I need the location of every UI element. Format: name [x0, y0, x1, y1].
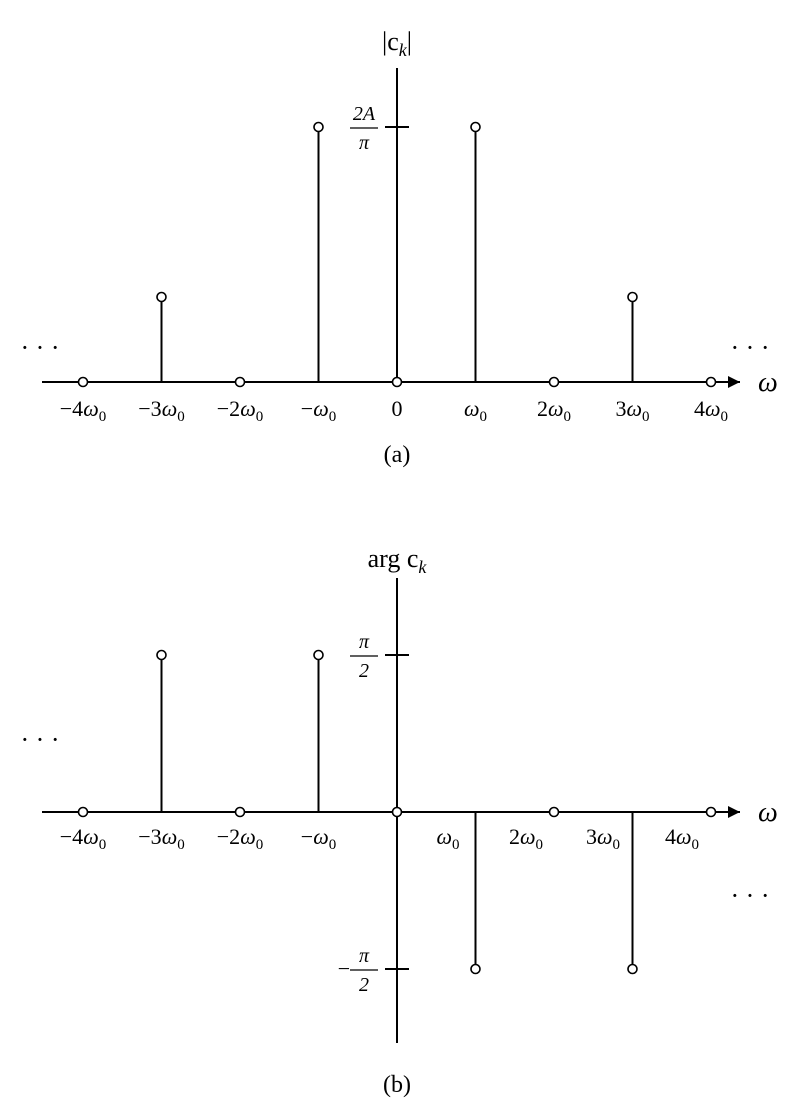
stem-marker: [236, 808, 245, 817]
x-axis-arrowhead: [728, 806, 740, 818]
stem-marker: [314, 123, 323, 132]
stem-marker: [157, 651, 166, 660]
y-axis-label: [368, 544, 428, 577]
x-tick-label: $4\omega_0$: [693, 396, 729, 425]
x-axis-label: ω: [758, 367, 778, 398]
panel-label: (a): [383, 442, 411, 468]
y-axis-label-main: arg c: [367, 544, 419, 573]
stem-marker: [550, 808, 559, 817]
stem-marker: [314, 651, 323, 660]
stem-marker: [550, 378, 559, 387]
ellipsis-left: · · ·: [20, 333, 60, 362]
stem-marker: [628, 965, 637, 974]
y-tick-denominator: 2: [359, 974, 369, 996]
x-tick-label: $-\omega_0$: [300, 824, 337, 853]
stem-marker: [628, 293, 637, 302]
y-tick-numerator: π: [358, 631, 370, 653]
x-tick-label: $4\omega_0$: [664, 824, 700, 853]
y-axis-label-subscript: k: [398, 40, 407, 60]
x-tick-label: 0: [391, 396, 403, 421]
stem-marker: [79, 808, 88, 817]
y-tick-sign: −: [337, 956, 351, 981]
x-axis-arrowhead: [728, 376, 740, 388]
y-tick-numerator: 2A: [352, 103, 376, 125]
stem-marker: [707, 378, 716, 387]
ellipsis-right: · · ·: [730, 881, 770, 910]
x-tick-label: $\omega_0$: [436, 824, 460, 853]
x-tick-label: $-4\omega_0$: [59, 824, 107, 853]
x-tick-label: $-3\omega_0$: [138, 824, 185, 853]
stem-marker: [79, 378, 88, 387]
y-axis-label-main: |c: [382, 27, 399, 56]
panel-b-phase-spectrum: [21, 544, 778, 1098]
x-tick-label: $-\omega_0$: [300, 396, 337, 425]
x-tick-label: $-3\omega_0$: [138, 396, 185, 425]
x-axis-label: ω: [758, 797, 778, 828]
y-axis-label: [382, 27, 412, 60]
panel-label: (b): [383, 1072, 411, 1098]
x-tick-label: $-2\omega_0$: [216, 824, 264, 853]
stem-marker: [236, 378, 245, 387]
x-tick-label: $2\omega_0$: [508, 824, 544, 853]
x-tick-label: $-4\omega_0$: [59, 396, 107, 425]
y-tick-denominator: π: [358, 132, 370, 154]
x-tick-label: $3\omega_0$: [585, 824, 621, 853]
stem-marker: [393, 808, 402, 817]
x-tick-label: $2\omega_0$: [536, 396, 572, 425]
stem-marker: [471, 123, 480, 132]
stem-marker: [393, 378, 402, 387]
y-tick-numerator: π: [358, 945, 370, 967]
panel-a-magnitude-spectrum: [21, 27, 778, 468]
x-tick-label: $3\omega_0$: [615, 396, 650, 425]
ellipsis-left: · · ·: [20, 725, 60, 754]
stem-marker: [157, 293, 166, 302]
ellipsis-right: · · ·: [730, 333, 770, 362]
x-tick-label: $\omega_0$: [463, 396, 488, 425]
stem-marker: [707, 808, 716, 817]
y-axis-label-subscript: k: [418, 557, 427, 577]
y-axis-label-close: |: [406, 27, 412, 56]
y-tick-denominator: 2: [359, 660, 369, 682]
x-tick-label: $-2\omega_0$: [216, 396, 264, 425]
stem-marker: [471, 965, 480, 974]
